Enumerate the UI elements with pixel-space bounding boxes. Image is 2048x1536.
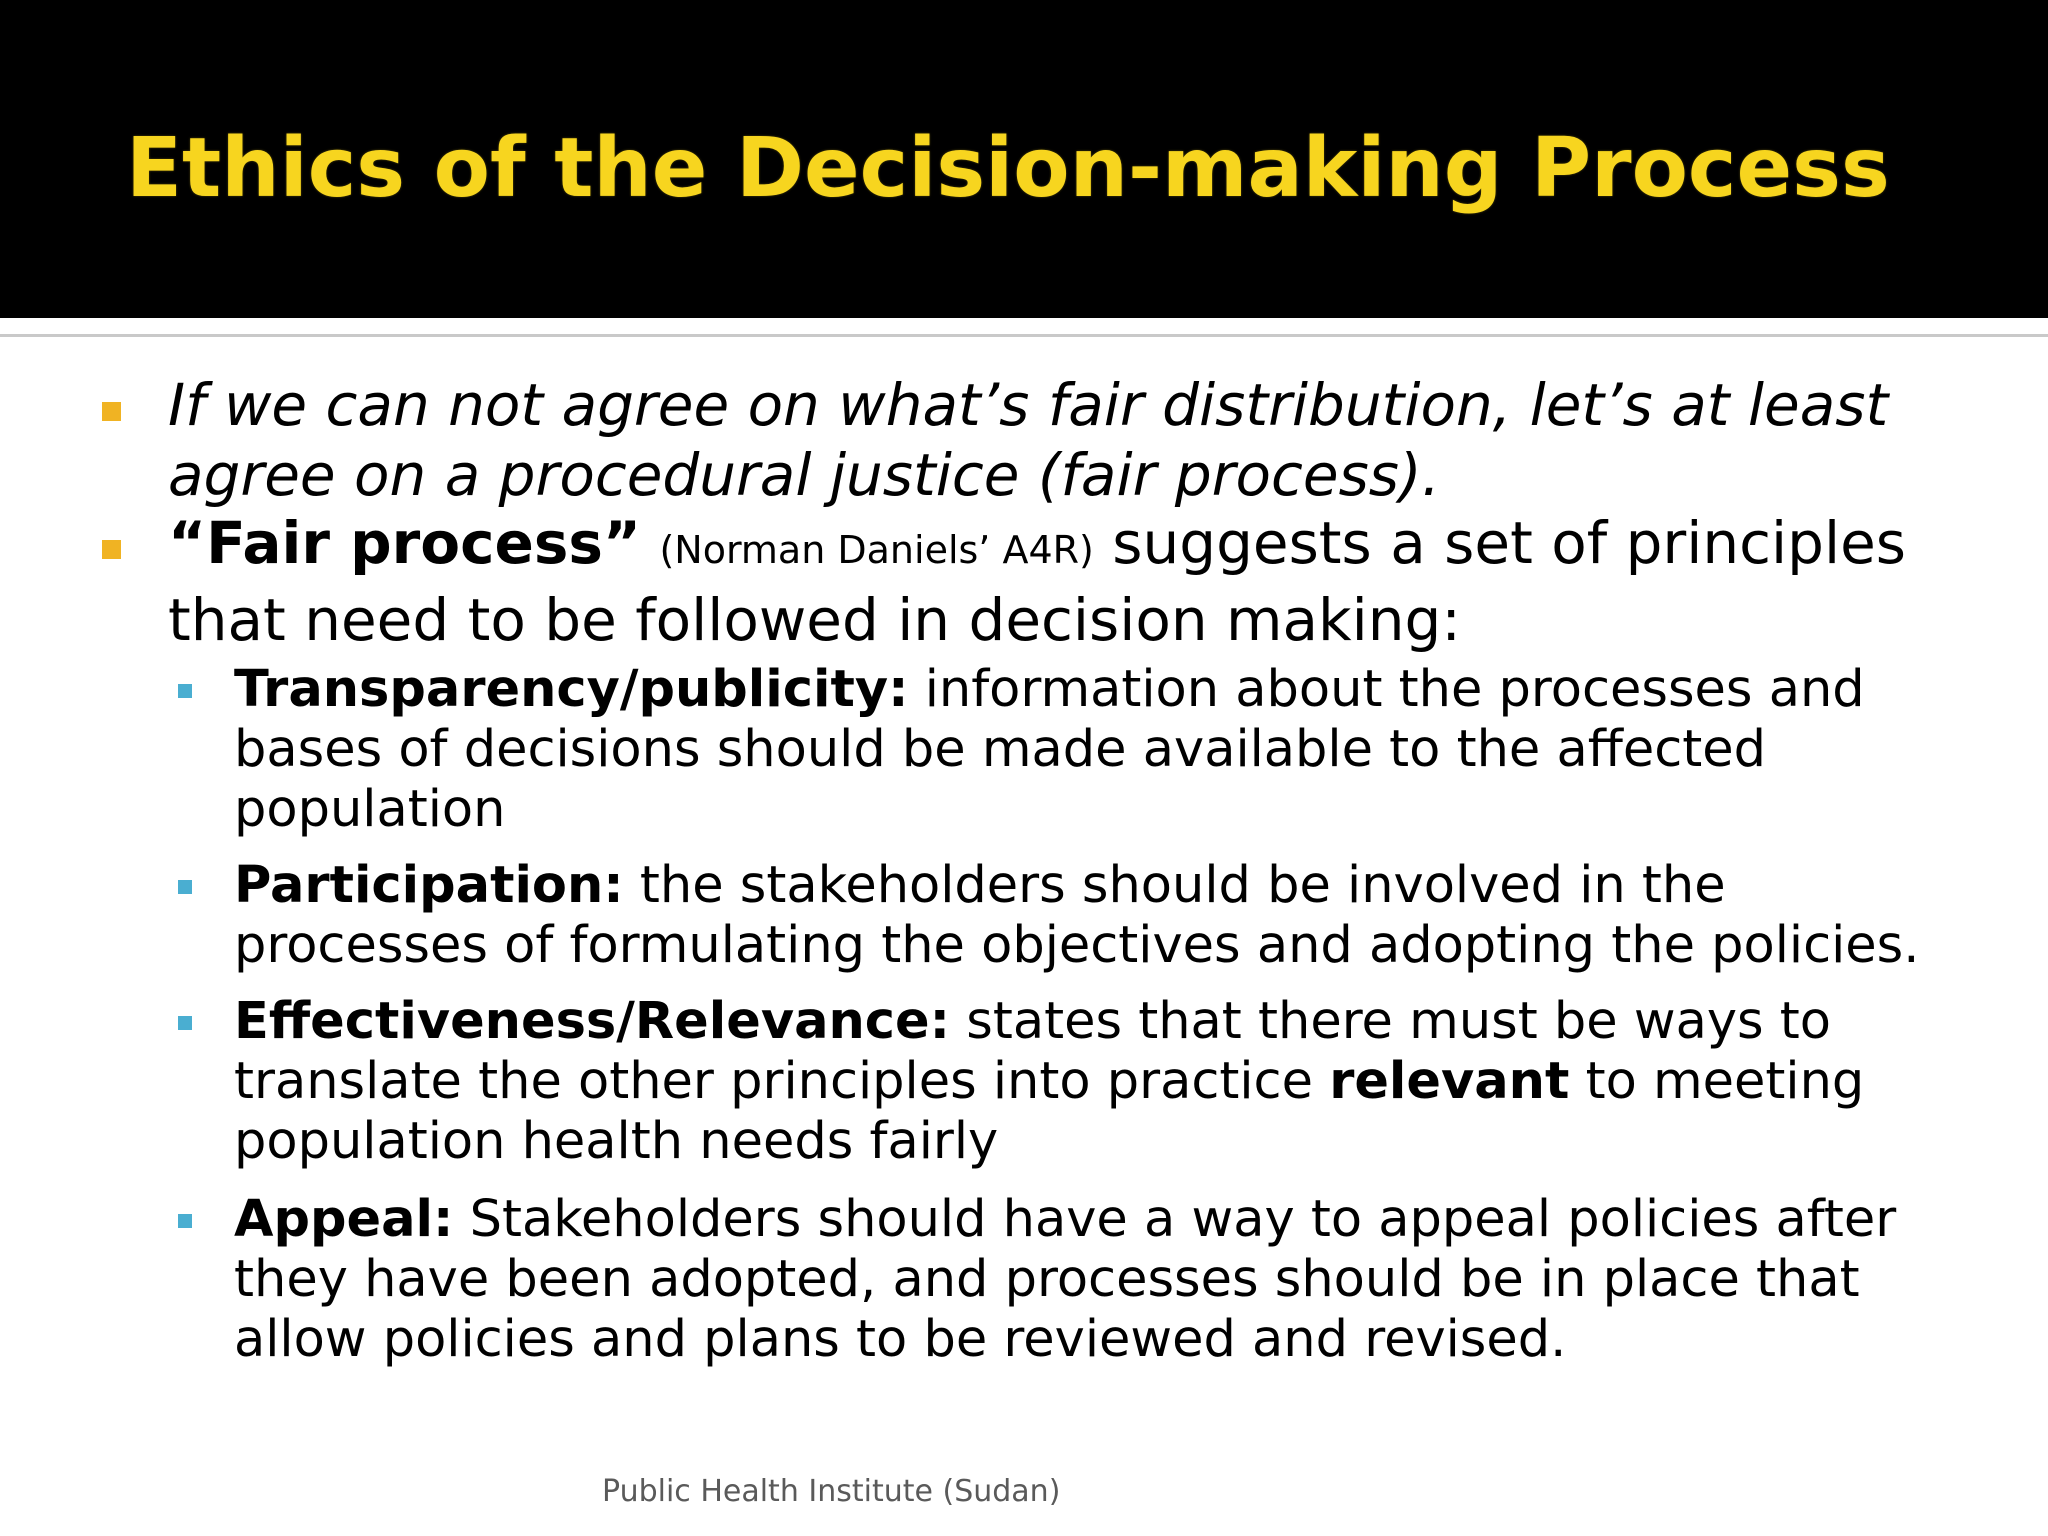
slide-footer: Public Health Institute (Sudan) <box>602 1474 1061 1509</box>
bullet-text <box>168 508 1928 655</box>
bullet-line: that need to be followed in decision making: <box>168 586 1461 654</box>
principle-line <box>234 992 1934 1052</box>
principle-line: population <box>234 780 506 839</box>
principle-text <box>234 1190 1934 1370</box>
principle-desc: translate the other principles into practice <box>234 1052 1313 1111</box>
principle-line: processes of formulating the objectives and adopting the policies. <box>234 916 1920 975</box>
principle-text <box>234 992 1934 1172</box>
bullet-line-rest: suggests a set of principles <box>1112 509 1906 577</box>
slide-title: Ethics of the Decision-making Process <box>126 121 1890 216</box>
bullet-line: agree on a procedural justice (fair process). <box>168 441 1441 509</box>
bullet-line <box>168 508 1928 585</box>
principle-term: Appeal: <box>234 1190 454 1249</box>
principle-line <box>234 660 1934 720</box>
principle-line: allow policies and plans to be reviewed and revised. <box>234 1310 1567 1369</box>
title-bar <box>0 0 2048 318</box>
principle-term: Transparency/publicity: <box>234 660 909 719</box>
principle-desc: states that there must be ways to <box>966 992 1832 1051</box>
principle-text <box>234 856 1934 976</box>
principle-line <box>234 856 1934 916</box>
principle-term: Participation: <box>234 856 624 915</box>
square-subbullet-icon <box>178 1214 192 1228</box>
square-bullet-icon <box>102 540 121 559</box>
principle-desc: Stakeholders should have a way to appeal policies after <box>469 1190 1897 1249</box>
bullet-text <box>168 370 1928 510</box>
principle-desc: information about the processes and <box>924 660 1865 719</box>
square-subbullet-icon <box>178 880 192 894</box>
relevant-emphasis: relevant <box>1329 1052 1570 1111</box>
principle-line: bases of decisions should be made available to the affected <box>234 720 1767 779</box>
principle-line <box>234 1052 1934 1112</box>
square-bullet-icon <box>102 402 121 421</box>
title-divider <box>0 334 2048 337</box>
principle-desc: the stakeholders should be involved in the <box>639 856 1726 915</box>
principle-term: Effectiveness/Relevance: <box>234 992 951 1051</box>
citation: (Norman Daniels’ A4R) <box>659 528 1094 572</box>
square-subbullet-icon <box>178 684 192 698</box>
principle-line <box>234 1190 1934 1250</box>
fair-process-term: “Fair process” <box>168 509 642 577</box>
bullet-line: If we can not agree on what’s fair distribution, let’s at least <box>168 371 1889 439</box>
principle-text <box>234 660 1934 840</box>
principle-desc: to meeting <box>1585 1052 1865 1111</box>
principle-line: population health needs fairly <box>234 1112 999 1171</box>
principle-line: they have been adopted, and processes should be in place that <box>234 1250 1860 1309</box>
square-subbullet-icon <box>178 1016 192 1030</box>
